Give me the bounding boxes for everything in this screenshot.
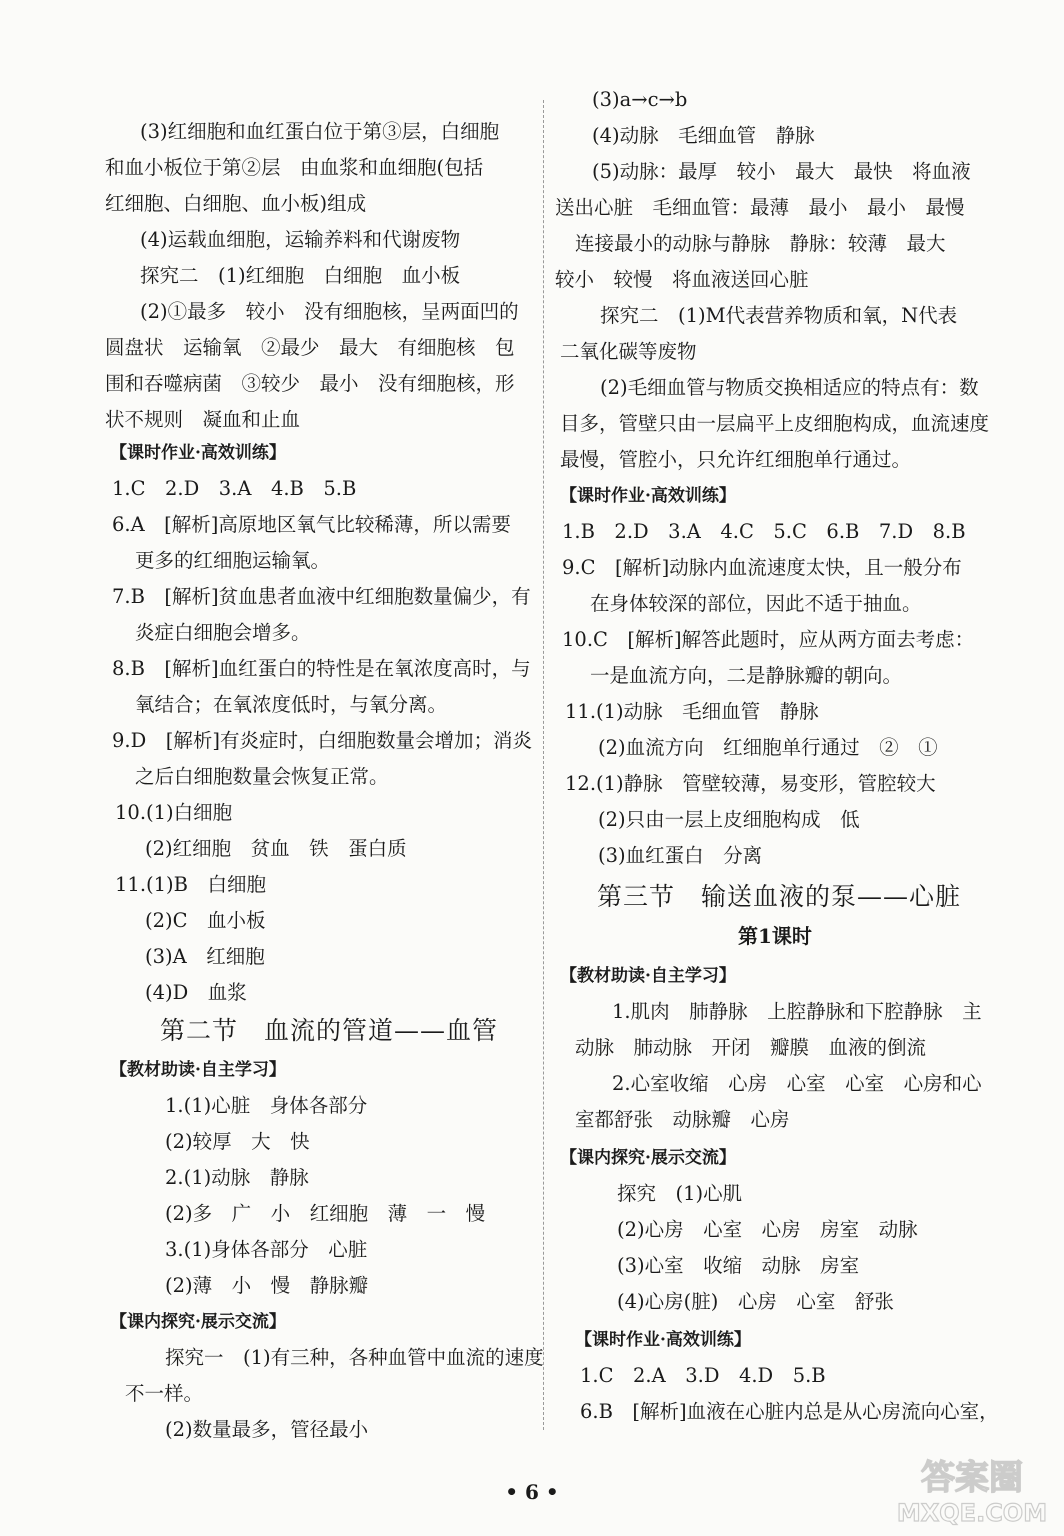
chapter-title: 第二节 血流的管道——血管 — [160, 1016, 499, 1045]
text-line: 探究 (1)心肌 — [617, 1182, 743, 1205]
text-line: (4)D 血浆 — [145, 981, 247, 1004]
text-line: 氧结合；在氧浓度低时，与氧分离。 — [135, 693, 448, 716]
text-line: (2)毛细血管与物质交换相适应的特点有：数 — [600, 376, 979, 399]
text-line: 不一样。 — [125, 1382, 204, 1405]
text-line: (2)①最多 较小 没有细胞核，呈两面凹的 — [140, 300, 519, 323]
text-line: (3)血红蛋白 分离 — [598, 844, 763, 867]
text-line: 一是血流方向，二是静脉瓣的朝向。 — [590, 664, 903, 687]
text-line: 9.D [解析]有炎症时，白细胞数量会增加；消炎 — [112, 729, 532, 752]
text-line: (4)运载血细胞，运输养料和代谢废物 — [140, 228, 461, 251]
text-line: 炎症白细胞会增多。 — [135, 621, 311, 644]
text-line: 2.(1)动脉 静脉 — [165, 1166, 309, 1189]
section-header: 【教材助读·自主学习】 — [560, 966, 736, 986]
text-line: 红细胞、白细胞、血小板)组成 — [105, 192, 367, 215]
text-line: (2)红细胞 贫血 铁 蛋白质 — [145, 837, 407, 860]
section-header: 【教材助读·自主学习】 — [110, 1060, 286, 1080]
text-line: 探究二 (1)M代表营养物质和氧，N代表 — [600, 304, 958, 327]
text-line: (3)心室 收缩 动脉 房室 — [617, 1254, 860, 1277]
text-line: 1.C 2.D 3.A 4.B 5.B — [112, 477, 357, 500]
watermark-url: MXQE.COM — [896, 1499, 1048, 1527]
text-line: 最慢，管腔小，只允许红细胞单行通过。 — [560, 448, 912, 471]
text-line: 和血小板位于第②层 由血浆和血细胞(包括 — [105, 156, 484, 179]
text-line: 探究一 (1)有三种，各种血管中血流的速度 — [165, 1346, 544, 1369]
text-line: (3)A 红细胞 — [145, 945, 265, 968]
text-line: (4)动脉 毛细血管 静脉 — [592, 124, 815, 147]
text-line: 10.C [解析]解答此题时，应从两方面去考虑： — [562, 628, 975, 651]
lesson-title: 第1课时 — [738, 924, 812, 948]
text-line: 1.B 2.D 3.A 4.C 5.C 6.B 7.D 8.B — [562, 520, 966, 543]
text-line: (2)多 广 小 红细胞 薄 一 慢 — [165, 1202, 486, 1225]
text-line: (4)心房(脏) 心房 心室 舒张 — [617, 1290, 894, 1313]
text-line: 6.A [解析]高原地区氧气比较稀薄，所以需要 — [112, 513, 511, 536]
text-line: 2.心室收缩 心房 心室 心室 心房和心 — [612, 1072, 982, 1095]
text-line: 二氧化碳等废物 — [560, 340, 697, 363]
text-line: 圆盘状 运输氧 ②最少 最大 有细胞核 包 — [105, 336, 515, 359]
watermark-logo — [888, 1455, 1056, 1529]
text-line: 9.C [解析]动脉内血流速度太快，且一般分布 — [562, 556, 962, 579]
text-line: 在身体较深的部位，因此不适于抽血。 — [590, 592, 922, 615]
section-header: 【课时作业·高效训练】 — [575, 1330, 751, 1350]
text-line: (3)红细胞和血红蛋白位于第③层，白细胞 — [140, 120, 500, 143]
section-header: 【课时作业·高效训练】 — [110, 443, 286, 463]
text-line: (2)只由一层上皮细胞构成 低 — [598, 808, 860, 831]
text-line: 10.(1)白细胞 — [115, 801, 233, 824]
text-line: 围和吞噬病菌 ③较少 最小 没有细胞核，形 — [105, 372, 515, 395]
text-line: (2)薄 小 慢 静脉瓣 — [165, 1274, 369, 1297]
text-line: 1.(1)心脏 身体各部分 — [165, 1094, 368, 1117]
chapter-title: 第三节 输送血液的泵——心脏 — [597, 882, 962, 911]
section-header: 【课时作业·高效训练】 — [560, 486, 736, 506]
text-line: 连接最小的动脉与静脉 静脉：较薄 最大 — [575, 232, 946, 255]
text-line: (5)动脉：最厚 较小 最大 最快 将血液 — [592, 160, 971, 183]
text-line: (2)数量最多，管径最小 — [165, 1418, 369, 1441]
text-line: 较小 较慢 将血液送回心脏 — [555, 268, 809, 291]
text-line: (3)a→c→b — [592, 88, 688, 111]
text-line: 1.肌肉 肺静脉 上腔静脉和下腔静脉 主 — [612, 1000, 982, 1023]
text-line: 更多的红细胞运输氧。 — [135, 549, 331, 572]
text-line: 6.B [解析]血液在心脏内总是从心房流向心室， — [580, 1400, 999, 1423]
text-line: 12.(1)静脉 管壁较薄，易变形，管腔较大 — [565, 772, 936, 795]
column-divider — [543, 100, 544, 1430]
text-line: 11.(1)B 白细胞 — [115, 873, 266, 896]
page-number: • 6 • — [505, 1480, 559, 1504]
watermark-title: 答案圈 — [921, 1458, 1023, 1498]
text-line: 之后白细胞数量会恢复正常。 — [135, 765, 389, 788]
text-line: 目多，管壁只由一层扁平上皮细胞构成，血流速度 — [560, 412, 990, 435]
text-line: 3.(1)身体各部分 心脏 — [165, 1238, 368, 1261]
text-line: 状不规则 凝血和止血 — [105, 408, 301, 431]
text-line: 1.C 2.A 3.D 4.D 5.B — [580, 1364, 826, 1387]
text-line: (2)血流方向 红细胞单行通过 ② ① — [598, 736, 938, 759]
text-line: 7.B [解析]贫血患者血液中红细胞数量偏少，有 — [112, 585, 531, 608]
text-line: (2)C 血小板 — [145, 909, 266, 932]
text-line: 8.B [解析]血红蛋白的特性是在氧浓度高时，与 — [112, 657, 531, 680]
text-line: 送出心脏 毛细血管：最薄 最小 最小 最慢 — [555, 196, 965, 219]
text-line: 探究二 (1)红细胞 白细胞 血小板 — [140, 264, 461, 287]
text-line: 动脉 肺动脉 开闭 瓣膜 血液的倒流 — [575, 1036, 927, 1059]
text-line: (2)心房 心室 心房 房室 动脉 — [617, 1218, 918, 1241]
section-header: 【课内探究·展示交流】 — [110, 1312, 286, 1332]
section-header: 【课内探究·展示交流】 — [560, 1148, 736, 1168]
text-line: 11.(1)动脉 毛细血管 静脉 — [565, 700, 819, 723]
text-line: 室都舒张 动脉瓣 心房 — [575, 1108, 790, 1131]
text-line: (2)较厚 大 快 — [165, 1130, 310, 1153]
